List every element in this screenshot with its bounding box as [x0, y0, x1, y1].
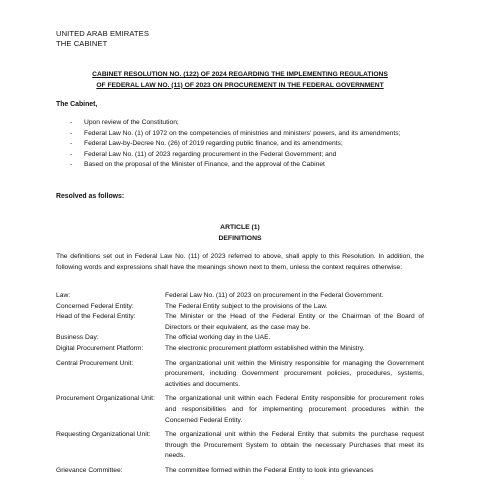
recital-text: Federal Law No. (11) of 2023 regarding procurement in the Federal Government; and [84, 150, 337, 158]
definition-row [56, 312, 424, 333]
definition-term: Business Day: [56, 334, 99, 342]
definition-term: Requesting Organizational Unit: [56, 431, 151, 439]
definition-row [56, 394, 424, 426]
list-item [56, 139, 424, 150]
definition-meaning: The electronic procurement platform established within the Ministry. [165, 344, 365, 352]
definition-term: Procurement Organizational Unit: [56, 395, 155, 403]
title-line-1: CABINET RESOLUTION NO. (122) OF 2024 REGARDING THE IMPLEMENTING REGULATIONS [92, 71, 388, 78]
definitions-table [56, 291, 424, 477]
article-title: DEFINITIONS [218, 234, 262, 242]
dash-bullet: - [70, 119, 73, 126]
definition-term: Digital Procurement Platform: [56, 344, 144, 352]
definition-meaning: Federal Law No. (11) of 2023 on procurement in the Federal Government. [165, 292, 384, 299]
list-item [56, 160, 424, 171]
definition-row [56, 302, 424, 313]
recitals-list [56, 118, 424, 171]
definition-row [56, 333, 424, 344]
definition-term: Head of the Federal Entity: [56, 313, 136, 321]
issuing-body: THE CABINET [56, 39, 108, 48]
definition-row [56, 291, 424, 302]
definition-meaning: The official working day in the UAE. [165, 334, 271, 342]
dash-bullet: - [70, 129, 73, 137]
recital-text: Federal Law No. (1) of 1972 on the competencies of ministries and ministers’ powers, and its amendments; [84, 129, 401, 137]
preamble-heading: The Cabinet, [56, 101, 98, 108]
article-heading [56, 223, 424, 244]
definition-row [56, 344, 424, 355]
title-line-2: OF FEDERAL LAW NO. (11) OF 2023 ON PROCUREMENT IN THE FEDERAL GOVERNMENT [96, 81, 384, 89]
dash-bullet: - [70, 150, 73, 158]
dash-bullet: - [70, 161, 73, 169]
definition-meaning: The organizational unit within the Federal Entity that submits the purchase request through the Procurement System to obtain the necessary Purchases that meet its needs. [165, 431, 424, 460]
definition-row [56, 430, 424, 462]
definition-term: Concerned Federal Entity: [56, 302, 134, 310]
article-intro: The definitions set out in Federal Law No. (11) of 2023 referred to above, shall apply to this Resolution. In addition, the following words and expressions shall have the meanings shown next to them, unless the context requires otherwise: [56, 253, 424, 271]
definition-meaning: The organizational unit within each Federal Entity responsible for procurement roles and responsibilities and for implementing procurement procedures within the Concerned Federal Entity. [165, 395, 424, 424]
dash-bullet: - [70, 140, 73, 148]
definition-row [56, 359, 424, 391]
definition-meaning: The Minister or the Head of the Federal Entity or the Chairman of the Board of Directors or their equivalent, as the case may be. [165, 313, 424, 331]
list-item [56, 129, 424, 140]
recital-text: Upon review of the Constitution; [84, 119, 179, 126]
list-item [56, 118, 424, 129]
definition-term: Grievance Committee: [56, 466, 123, 474]
recital-text: Based on the proposal of the Minister of Finance, and the approval of the Cabinet [84, 161, 325, 169]
definition-row [56, 466, 424, 477]
document-header [56, 29, 149, 49]
definition-term: Central Procurement Unit: [56, 359, 134, 367]
resolved-heading: Resolved as follows: [56, 193, 125, 200]
recital-text: Federal Law-by-Decree No. (26) of 2019 regarding public finance, and its amendments; [84, 140, 343, 148]
list-item [56, 150, 424, 161]
definition-meaning: The committee formed within the Federal Entity to look into grievances [165, 466, 374, 474]
definition-meaning: The organizational unit within the Ministry responsible for managing the Government procurement, including Government procurement policies, procedures, systems, activities and documents. [165, 359, 424, 388]
resolution-title [56, 70, 424, 91]
definition-term: Law: [56, 292, 71, 299]
country-name: UNITED ARAB EMIRATES [56, 29, 149, 38]
article-number: ARTICLE (1) [220, 224, 260, 231]
definition-meaning: The Federal Entity subject to the provisions of the Law. [165, 302, 328, 310]
